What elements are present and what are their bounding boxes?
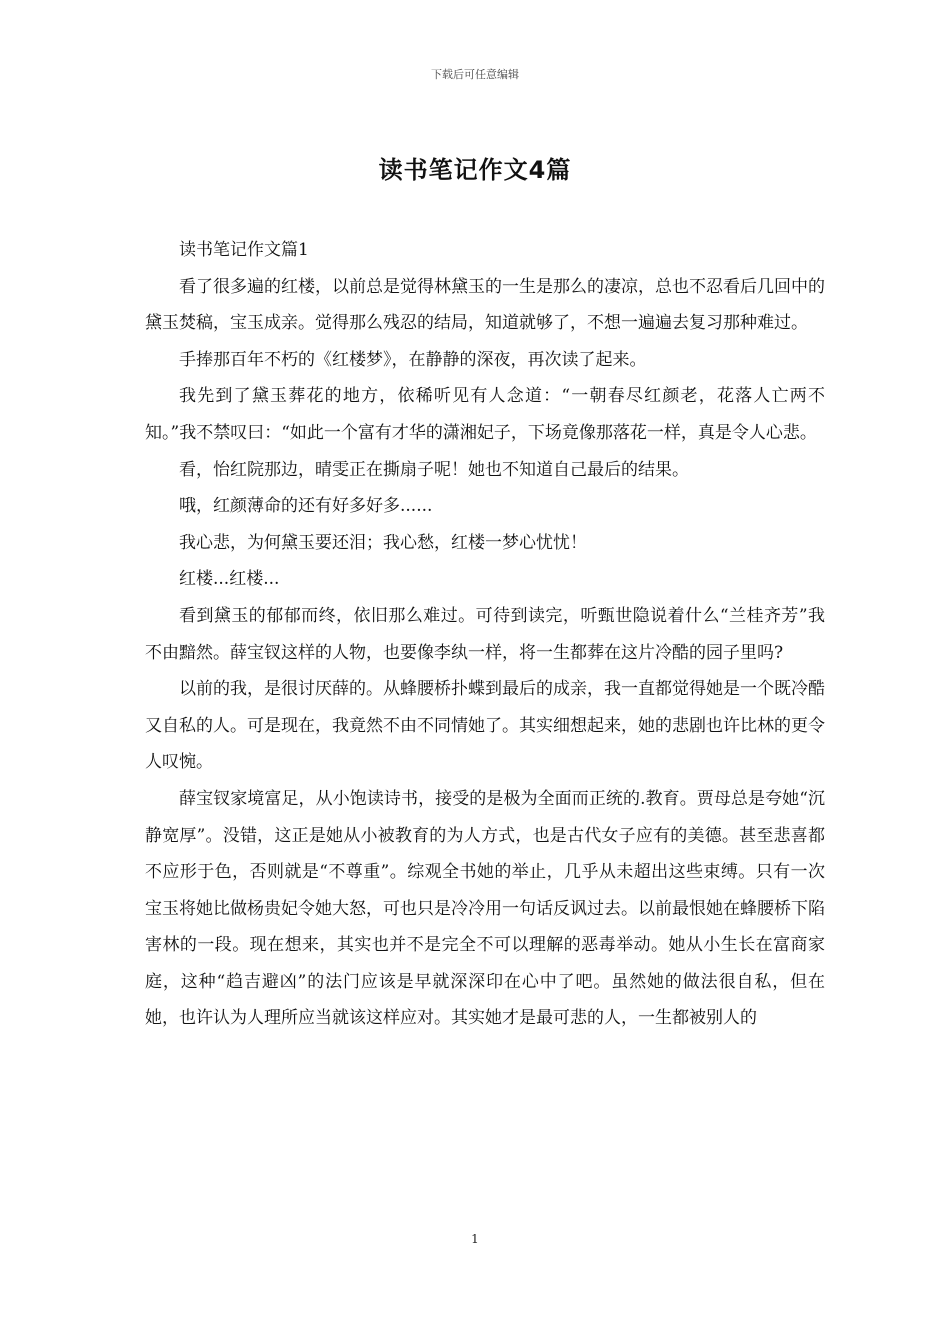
paragraph: 看到黛玉的郁郁而终，依旧那么难过。可待到读完，听甄世隐说着什么“兰桂齐芳”我不由黯然。薛宝钗这样的人物，也要像李纨一样，将一生都葬在这片冷酷的园子里吗? — [145, 605, 825, 663]
paragraph: 看了很多遍的红楼，以前总是觉得林黛玉的一生是那么的凄凉，总也不忍看后几回中的黛玉焚稿，宝玉成亲。觉得那么残忍的结局，知道就够了，不想一遍遍去复习那种难过。 — [145, 276, 825, 334]
paragraph: 哦，红颜薄命的还有好多好多...... — [179, 496, 433, 517]
paragraph: 看，怡红院那边，晴雯正在撕扇子呢！她也不知道自己最后的结果。 — [179, 459, 689, 480]
paragraph: 薛宝钗家境富足，从小饱读诗书，接受的是极为全面而正统的.教育。贾母总是夸她“沉静宽厚”。没错，这正是她从小被教育的为人方式，也是古代女子应有的美德。甚至悲喜都不应形于色，否则就是“不尊重”。综观全书她的举止，几乎从未超出这些束缚。只有一次宝玉将她比做杨贵妃令她大怒，可也只是冷冷用一句话反讽过去。以前最恨她在蜂腰桥下陷害林的一段。现在想来，其实也并不是完全不可以理解的恶毒举动。她从小生长在富商家庭，这种“趋吉避凶”的法门应该是早就深深印在心中了吧。虽然她的做法很自私，但在她，也许认为人理所应当就该这样应对。其实她才是最可悲的人，一生都被别人的 — [145, 788, 825, 1029]
document-body — [145, 232, 825, 1037]
paragraph: 以前的我，是很讨厌薛的。从蜂腰桥扑蝶到最后的成亲，我一直都觉得她是一个既冷酷又自私的人。可是现在，我竟然不由不同情她了。其实细想起来，她的悲剧也许比林的更令人叹惋。 — [145, 679, 825, 773]
section-heading: 读书笔记作文篇1 — [179, 240, 309, 260]
page-header: 下载后可任意编辑 — [431, 68, 519, 81]
paragraph: 手捧那百年不朽的《红楼梦》，在静静的深夜，再次读了起来。 — [179, 349, 647, 370]
paragraph: 红楼...红楼... — [179, 569, 280, 590]
page-number: 1 — [471, 1232, 479, 1246]
paragraph: 我先到了黛玉葬花的地方，依稀听见有人念道：“一朝春尽红颜老，花落人亡两不知。”我不禁叹曰：“如此一个富有才华的潇湘妃子，下场竟像那落花一样，真是令人心悲。 — [145, 386, 825, 443]
document-title: 读书笔记作文4篇 — [378, 156, 572, 184]
paragraph: 我心悲，为何黛玉要还泪；我心愁，红楼一梦心忧忧！ — [179, 532, 587, 553]
